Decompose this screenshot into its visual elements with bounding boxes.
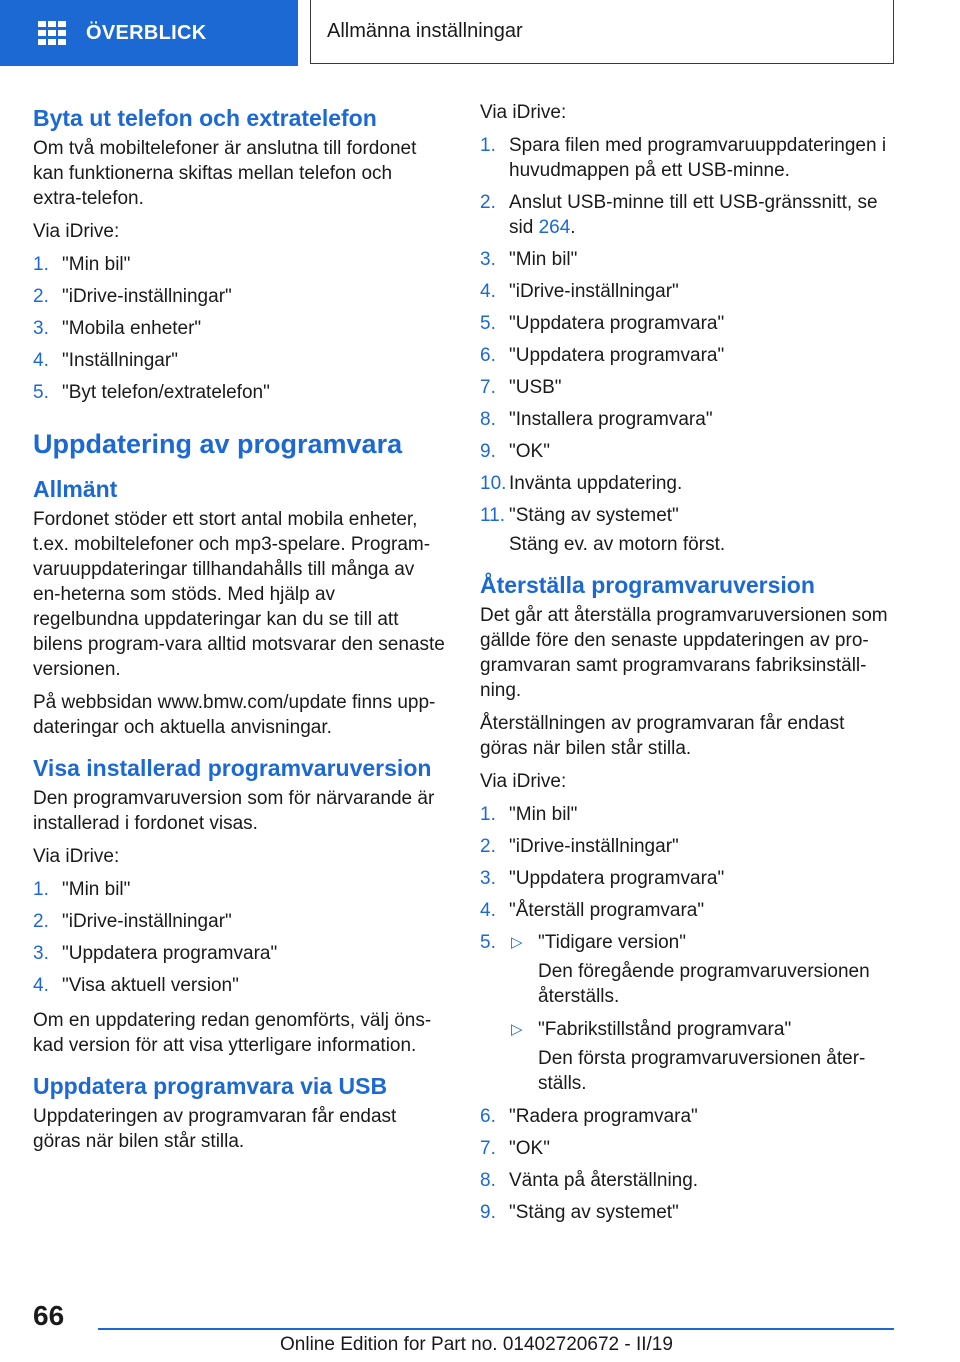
bullet-item: ▷ "Tidigare version" Den föregående programvaruversionen återställs. <box>511 932 870 1007</box>
overview-label: ÖVERBLICK <box>86 21 207 44</box>
heading-usb-update: Uppdatera programvara via USB <box>33 1073 388 1099</box>
paragraph: Om en uppdatering redan genomförts, välj öns-kad version för att visa ytterligare information. <box>33 1010 432 1056</box>
list-item: 9. "Stäng av systemet" <box>480 1202 679 1223</box>
list-item: 1. "Min bil" <box>480 804 578 825</box>
list-item: 11. "Stäng av systemet" Stäng ev. av motorn först. <box>480 503 894 557</box>
heading-general: Allmänt <box>33 476 118 502</box>
right-column <box>480 100 894 1235</box>
list-item: 4. "Inställningar" <box>33 350 178 371</box>
list-item: 2. Anslut USB-minne till ett USB-gränssnitt, se sid 264. <box>480 192 878 238</box>
list-item: 3. "Min bil" <box>480 249 578 270</box>
list-item: 4. "Visa aktuell version" <box>33 975 239 996</box>
list-item: 2. "iDrive-inställningar" <box>33 911 232 932</box>
page-footer <box>0 1290 960 1362</box>
paragraph: Det går att återställa programvaruversionen som gällde före den senaste uppdateringen av pro-gramvaran samt programvarans fabriksinställ-ning. <box>480 605 888 701</box>
list-item: 9. "OK" <box>480 441 550 462</box>
page-link-264[interactable]: 264 <box>538 217 571 238</box>
heading-show-version: Visa installerad programvaruversion <box>33 755 432 781</box>
paragraph: Uppdateringen av programvaran får endast göras när bilen står stilla. <box>33 1106 397 1152</box>
via-idrive-label: Via iDrive: <box>480 102 567 123</box>
heading-restore-version: Återställa programvaruversion <box>480 572 815 598</box>
list-item: 7. "USB" <box>480 377 562 398</box>
list-item: 6. "Radera programvara" <box>480 1106 698 1127</box>
list-item: 7. "OK" <box>480 1138 550 1159</box>
steps-list-swap-phone <box>33 252 445 405</box>
list-item: 5. "Byt telefon/extratelefon" <box>33 382 270 403</box>
list-item: 1. "Min bil" <box>33 879 131 900</box>
via-idrive-label: Via iDrive: <box>480 771 567 792</box>
paragraph: På webbsidan www.bmw.com/update finns upp-dateringar och aktuella anvisningar. <box>33 692 436 738</box>
list-item: 1. "Min bil" <box>33 254 131 275</box>
list-item: 5. "Uppdatera programvara" <box>480 313 725 334</box>
via-idrive-label: Via iDrive: <box>33 846 120 867</box>
footer-divider <box>98 1328 894 1330</box>
section-title-tab[interactable] <box>310 0 894 64</box>
triangle-bullet-icon: ▷ <box>511 934 523 951</box>
via-idrive-label: Via iDrive: <box>33 221 120 242</box>
paragraph: Den programvaruversion som för närvarande är installerad i fordonet visas. <box>33 788 435 834</box>
list-item: 6. "Uppdatera programvara" <box>480 345 725 366</box>
list-item: 2. "iDrive-inställningar" <box>33 286 232 307</box>
heading-swap-phone: Byta ut telefon och extratelefon <box>33 105 377 131</box>
steps-list-restore <box>480 802 894 1225</box>
list-item: 8. "Installera programvara" <box>480 409 713 430</box>
paragraph: Fordonet stöder ett stort antal mobila enheter, t.ex. mobiltelefoner och mp3-spelare. Program-varuuppdateringar tillhandahålls till många av en-heterna som stöds. Med hjälp av regelbundna uppdateringar kan du se till att bilens program-vara alltid motsvarar den senaste versionen. <box>33 509 445 680</box>
overview-tab[interactable] <box>0 0 298 66</box>
list-item: 10. Invänta uppdatering. <box>480 473 683 494</box>
triangle-bullet-icon: ▷ <box>511 1021 523 1038</box>
list-item: 2. "iDrive-inställningar" <box>480 836 679 857</box>
list-item: 3. "Uppdatera programvara" <box>480 868 725 889</box>
page-number: 66 <box>33 1300 65 1331</box>
left-column <box>33 100 445 1162</box>
list-item: 5. ▷ "Tidigare version" Den föregående programvaruversionen återställs. ▷ "Fabrikstillstånd programvara" Den första programvaruversionen åter-ställs. <box>480 930 894 1096</box>
paragraph: Om två mobiltelefoner är anslutna till fordonet kan funktionerna skiftas mellan telefon och extra-telefon. <box>33 138 417 209</box>
list-item: 3. "Uppdatera programvara" <box>33 943 278 964</box>
bullet-item: ▷ "Fabrikstillstånd programvara" Den första programvaruversionen åter-ställs. <box>511 1019 866 1094</box>
steps-list-show-version <box>33 877 445 998</box>
paragraph: Återställningen av programvaran får endast göras när bilen står stilla. <box>480 713 845 759</box>
main-heading-software-update: Uppdatering av programvara <box>33 429 403 459</box>
list-item: 8. Vänta på återställning. <box>480 1170 699 1191</box>
list-item: 1. Spara filen med programvaruuppdateringen i huvudmappen på ett USB-minne. <box>480 135 887 181</box>
section-title: Allmänna inställningar <box>327 20 523 42</box>
list-item: 4. "Återställ programvara" <box>480 900 705 921</box>
step-note: Stäng ev. av motorn först. <box>509 534 726 555</box>
grid-menu-icon <box>38 21 66 45</box>
header-bar <box>0 0 960 66</box>
option-bullets <box>509 930 894 1096</box>
list-item: 4. "iDrive-inställningar" <box>480 281 679 302</box>
steps-list-usb-update <box>480 133 894 557</box>
list-item: 3. "Mobila enheter" <box>33 318 202 339</box>
edition-text: Online Edition for Part no. 01402720672 - II/19 <box>280 1334 673 1355</box>
